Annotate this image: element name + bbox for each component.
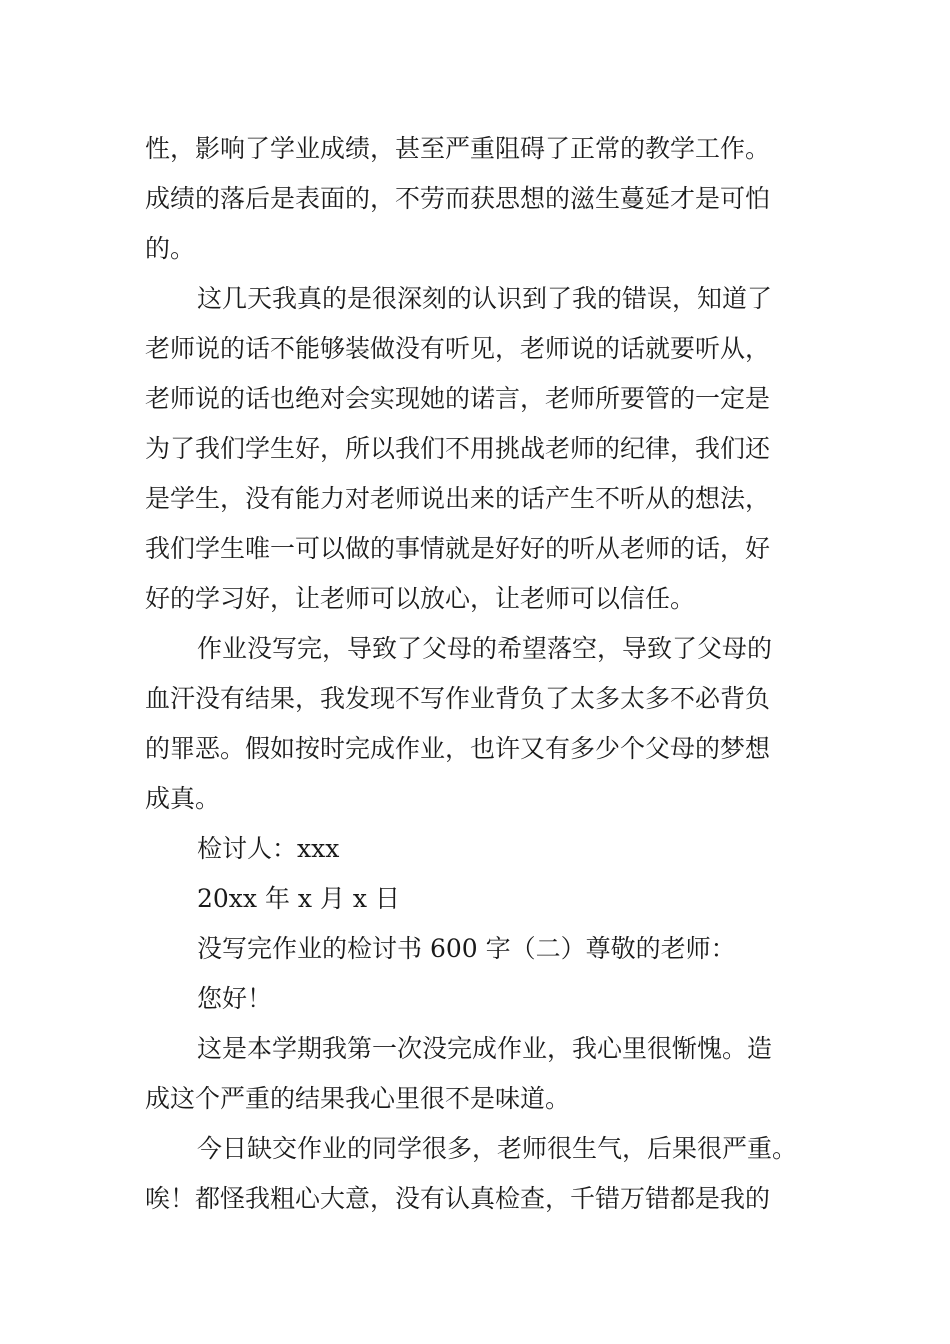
text-line: 成绩的落后是表面的，不劳而获思想的滋生蔓延才是可怕 [145, 184, 771, 213]
text-line: 这几天我真的是很深刻的认识到了我的错误，知道了 [197, 284, 773, 313]
text-line: 老师说的话不能够装做没有听见，老师说的话就要听从， [145, 334, 771, 363]
text-line: 今日缺交作业的同学很多，老师很生气，后果很严重。 [197, 1134, 798, 1163]
text-line: 性，影响了学业成绩，甚至严重阻碍了正常的教学工作。 [145, 134, 771, 163]
text-line: 的。 [145, 234, 196, 263]
text-line: 为了我们学生好，所以我们不用挑战老师的纪律，我们还 [145, 434, 771, 463]
text-line: 这是本学期我第一次没完成作业，我心里很惭愧。造 [197, 1034, 773, 1063]
text-line: 作业没写完，导致了父母的希望落空，导致了父母的 [197, 634, 773, 663]
text-line: 没写完作业的检讨书 600 字（二）尊敬的老师： [197, 934, 736, 963]
document-body [145, 124, 815, 1224]
text-line: 的罪恶。假如按时完成作业，也许又有多少个父母的梦想 [145, 734, 771, 763]
text-line: 我们学生唯一可以做的事情就是好好的听从老师的话，好 [145, 534, 771, 563]
text-line: 是学生，没有能力对老师说出来的话产生不听从的想法， [145, 484, 771, 513]
text-line: 老师说的话也绝对会实现她的诺言，老师所要管的一定是 [145, 384, 771, 413]
text-line: 检讨人：xxx [197, 834, 340, 863]
text-line: 20xx 年 x 月 x 日 [197, 884, 400, 913]
text-line: 成真。 [145, 784, 221, 813]
text-line: 唉！都怪我粗心大意，没有认真检查，千错万错都是我的 [145, 1184, 771, 1213]
text-line: 成这个严重的结果我心里很不是味道。 [145, 1084, 571, 1113]
text-line: 好的学习好，让老师可以放心，让老师可以信任。 [145, 584, 696, 613]
text-line: 您好！ [197, 984, 273, 1013]
text-line: 血汗没有结果，我发现不写作业背负了太多太多不必背负 [145, 684, 771, 713]
